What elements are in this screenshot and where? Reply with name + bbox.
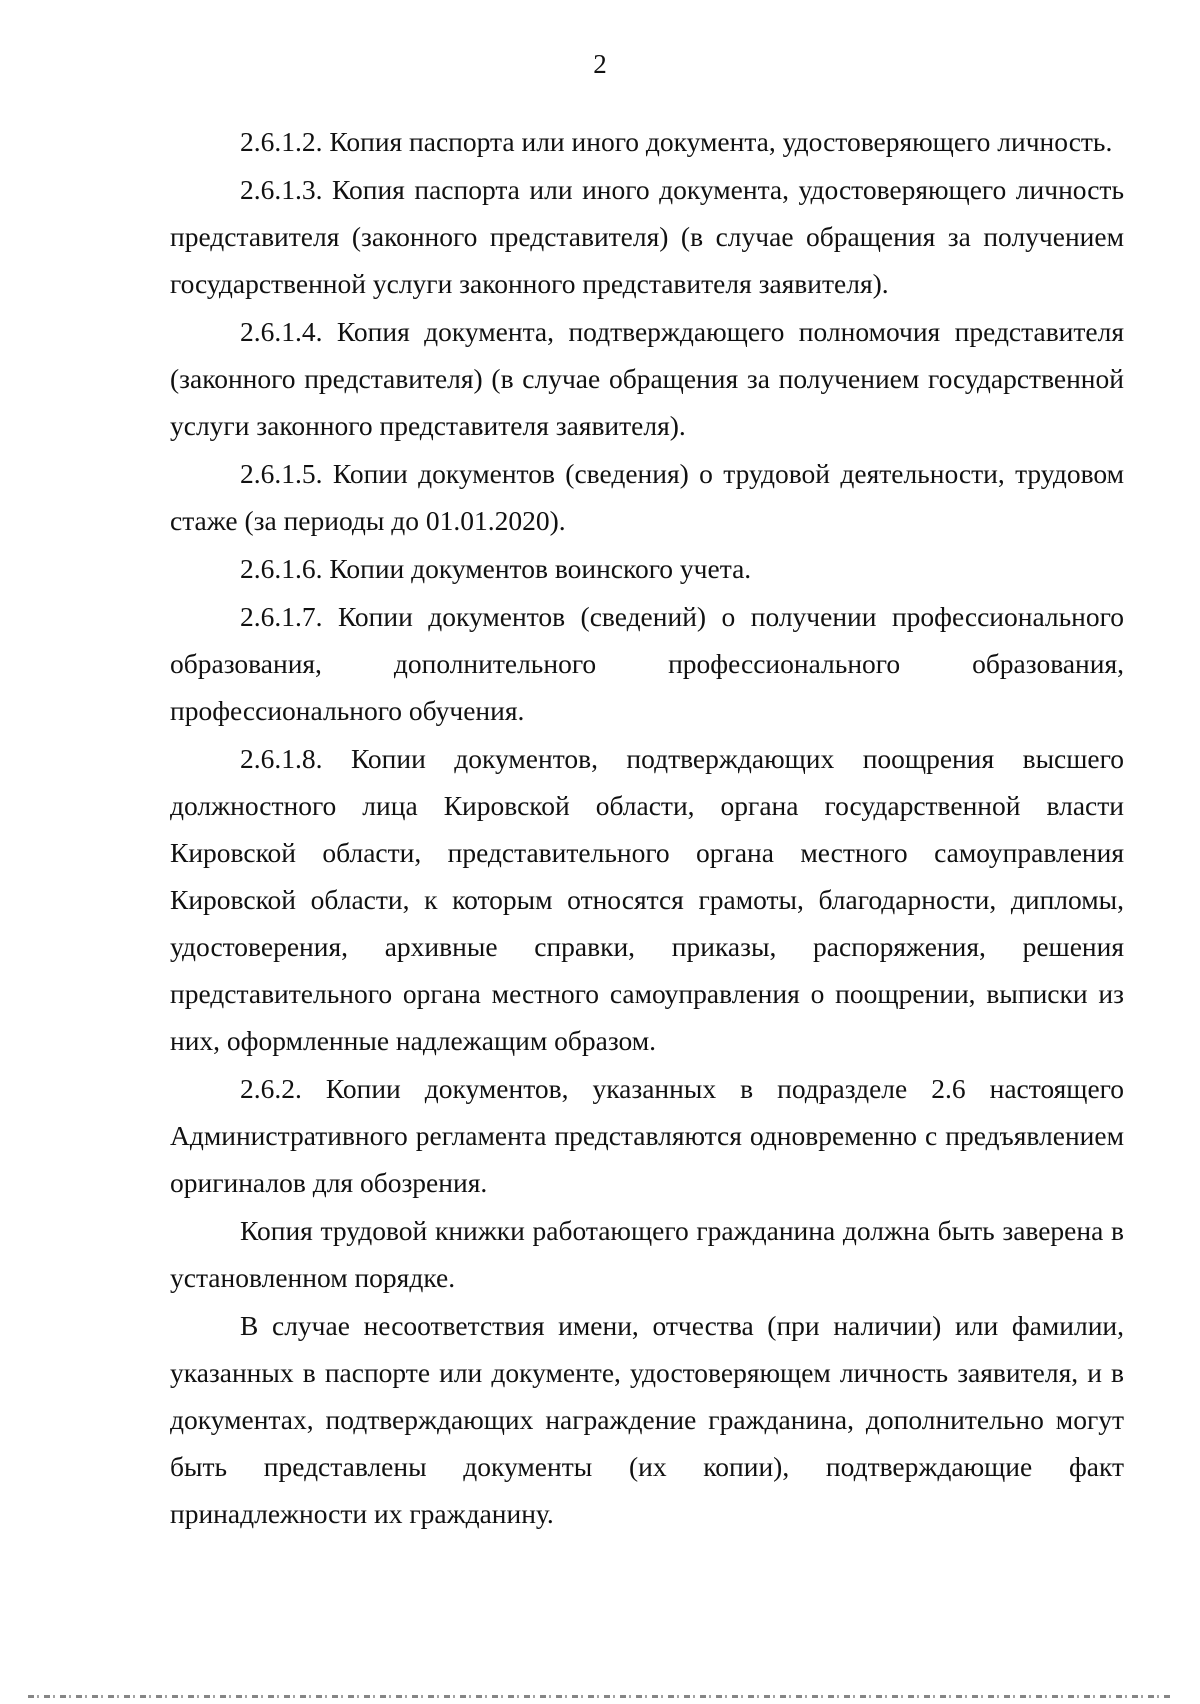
document-body — [170, 118, 1124, 1538]
scan-edge-artifact — [28, 1695, 1172, 1698]
paragraph-2-6-1-2: 2.6.1.2. Копия паспорта или иного документа, удостоверяющего личность. — [240, 126, 1113, 157]
paragraph-name-mismatch: В случае несоответствия имени, отчества (при наличии) или фамилии, указанных в паспорте или документе, удостоверяющем личность заявителя, и в документах, подтверждающих награждение гражданина, дополнительно могут быть представлены документы (их копии), подтверждающие факт принадлежности их гражданину. — [170, 1310, 1124, 1529]
page-number: 2 — [593, 49, 607, 79]
paragraph-2-6-1-6: 2.6.1.6. Копии документов воинского учета. — [240, 553, 752, 584]
paragraph-2-6-1-4: 2.6.1.4. Копия документа, подтверждающего полномочия представителя (законного представителя) (в случае обращения за получением государственной услуги законного представителя заявителя). — [170, 316, 1124, 441]
paragraph-2-6-1-8: 2.6.1.8. Копии документов, подтверждающих поощрения высшего должностного лица Кировской области, органа государственной власти Кировской области, представительного органа местного самоуправления Кировской области, к которым относятся грамоты, благодарности, дипломы, удостоверения, архивные справки, приказы, распоряжения, решения представительного органа местного самоуправления о поощрении, выписки из них, оформленные надлежащим образом. — [170, 743, 1124, 1056]
paragraph-2-6-2: 2.6.2. Копии документов, указанных в подразделе 2.6 настоящего Административного регламента представляются одновременно с предъявлением оригиналов для обозрения. — [170, 1073, 1124, 1198]
paragraph-2-6-1-7: 2.6.1.7. Копии документов (сведений) о получении профессионального образования, дополнительного профессионального образования, профессионального обучения. — [170, 601, 1124, 726]
paragraph-2-6-1-3: 2.6.1.3. Копия паспорта или иного документа, удостоверяющего личность представителя (законного представителя) (в случае обращения за получением государственной услуги законного представителя заявителя). — [170, 174, 1124, 299]
paragraph-labor-book-copy: Копия трудовой книжки работающего гражданина должна быть заверена в установленном порядке. — [170, 1215, 1124, 1293]
paragraph-2-6-1-5: 2.6.1.5. Копии документов (сведения) о трудовой деятельности, трудовом стаже (за периоды до 01.01.2020). — [170, 458, 1124, 536]
